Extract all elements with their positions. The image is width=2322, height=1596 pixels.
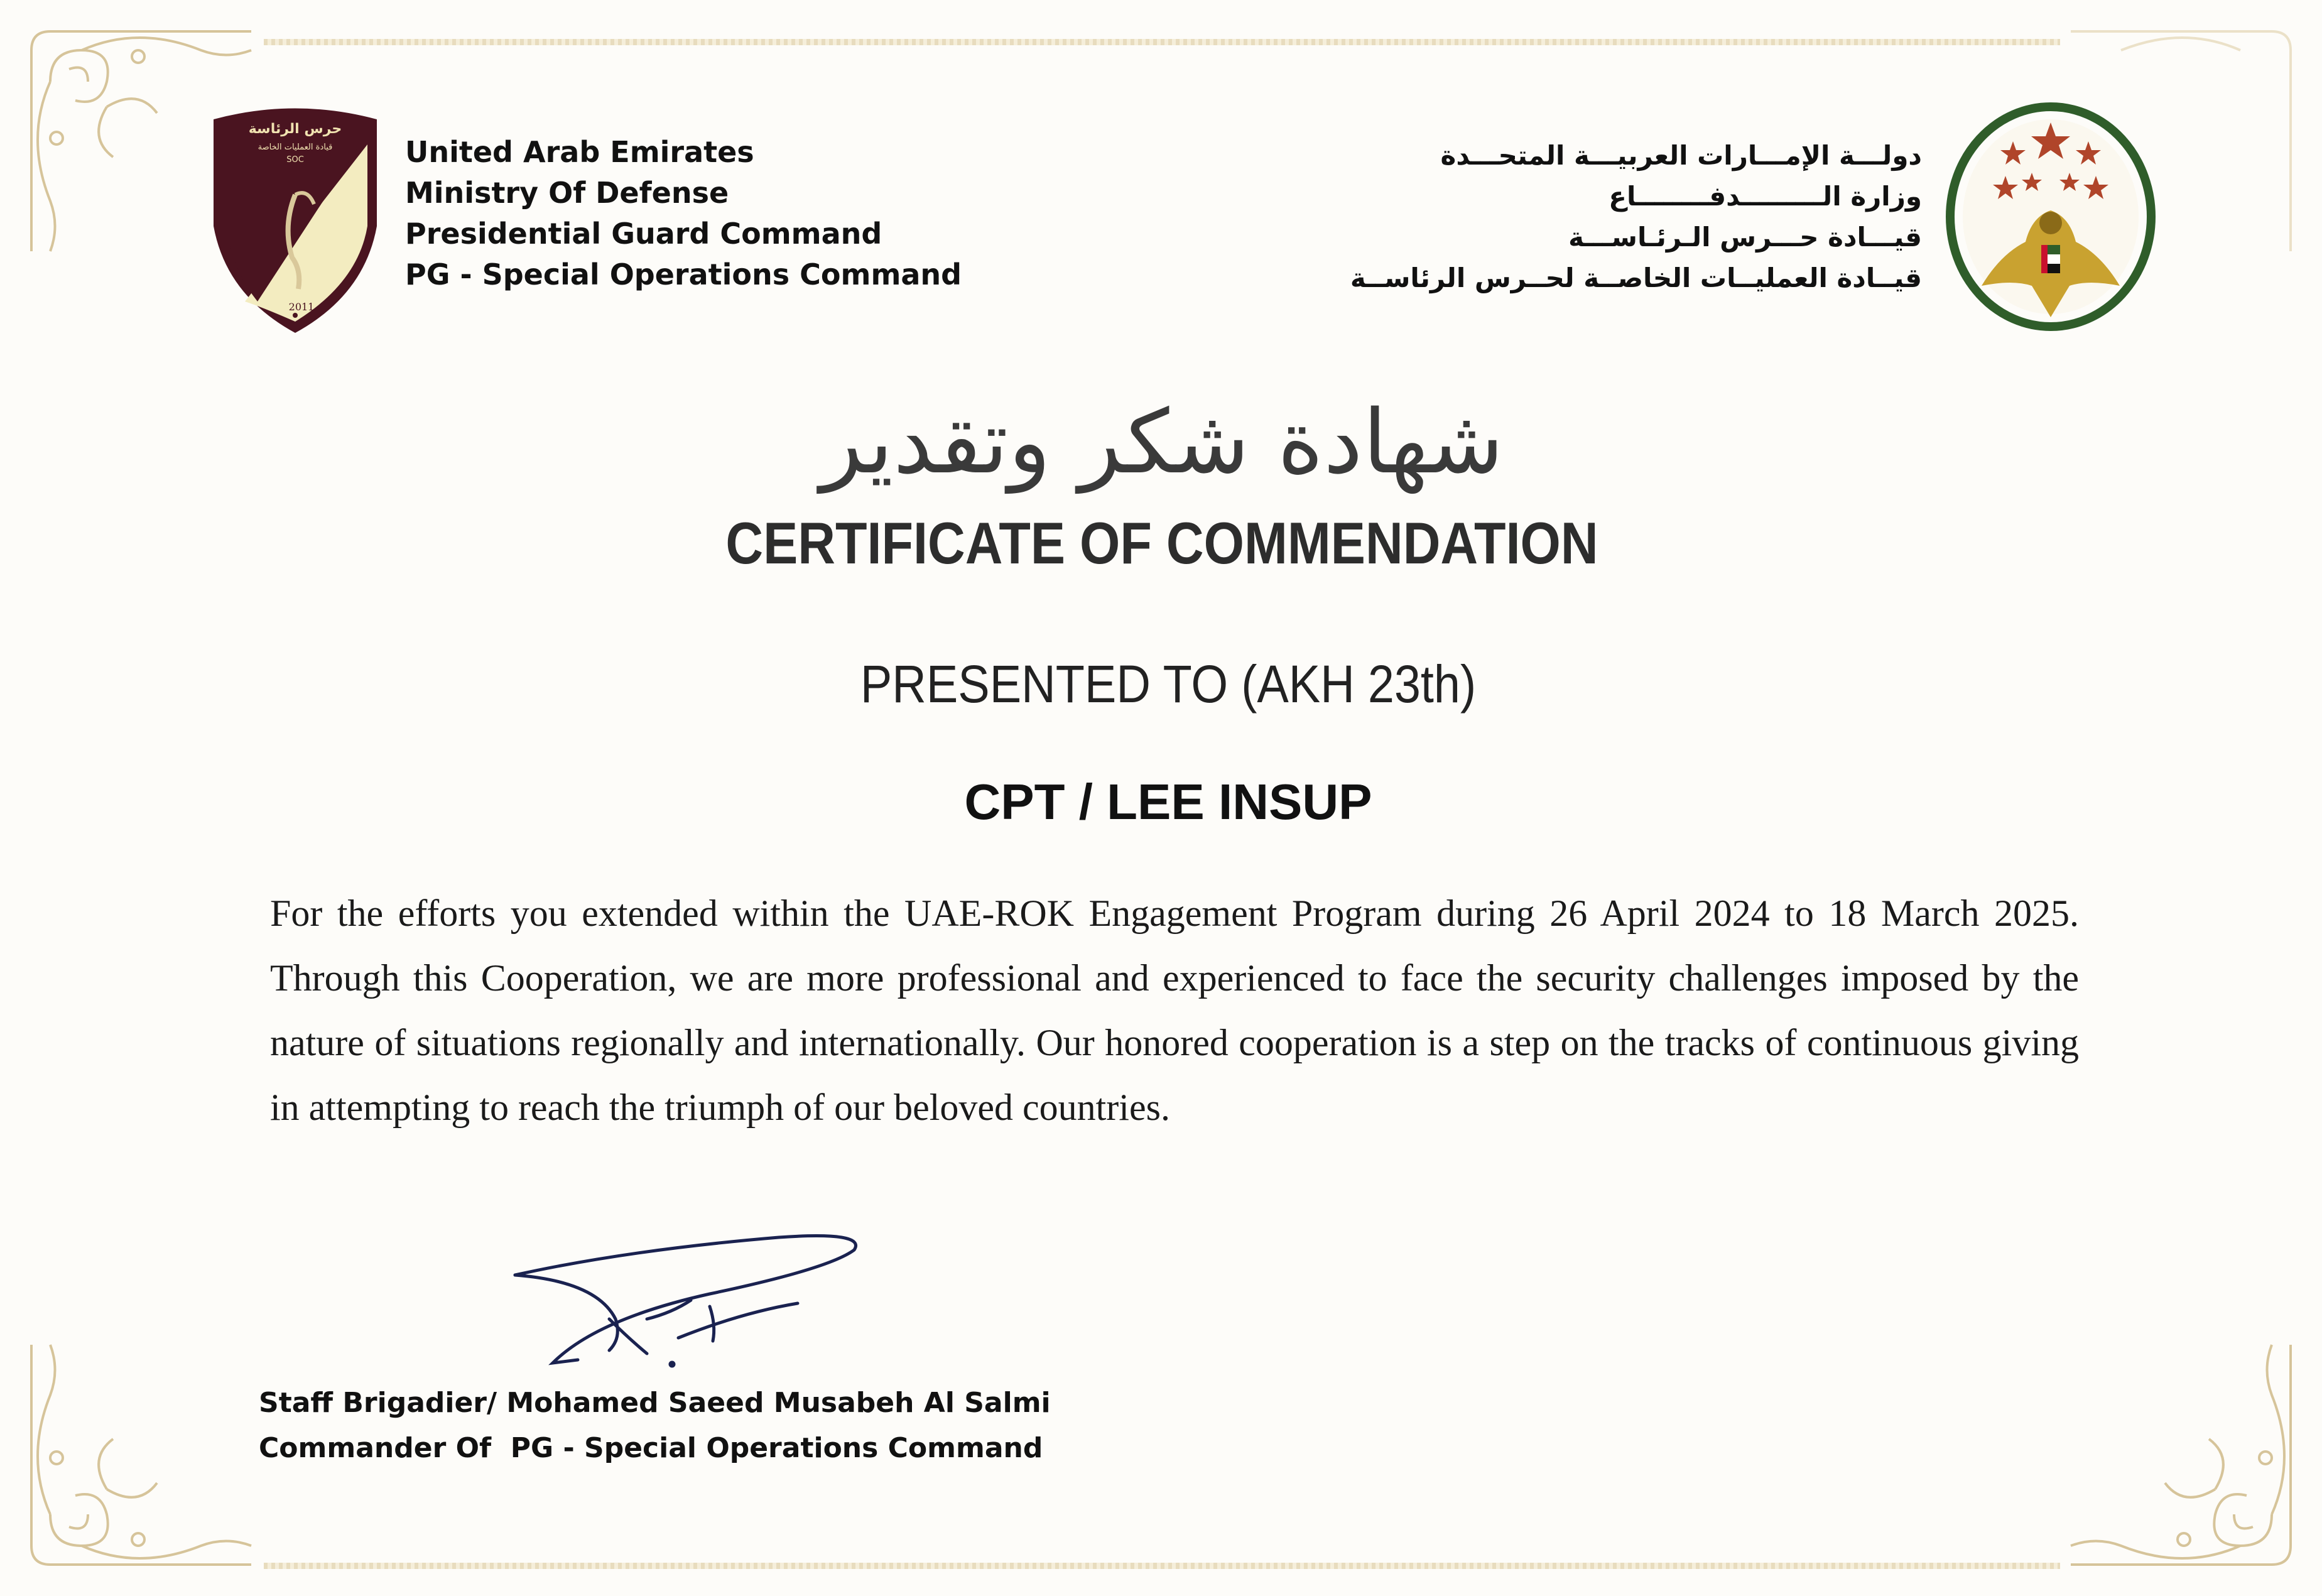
header-en-line-2: Ministry Of Defense <box>405 176 729 210</box>
header-en-line-1: United Arab Emirates <box>405 135 754 169</box>
commendation-body: For the efforts you extended within the UAE-ROK Engagement Program during 26 April 2024 to 18 March 2025. Through this Cooperation, we are more professional and experienced to face the security challenges imposed by the nature of situations regionally and internationally. Our honored cooperation is a step on the tracks of continuous giving in attempting to reach the triumph of our beloved countries. <box>270 893 2079 1128</box>
shield-subtitle-ar: قيادة العمليات الخاصة <box>258 143 333 152</box>
signature-icon <box>502 1225 892 1369</box>
header-ar-line-2: وزارة الـــــــــدفــــــــاع <box>1609 181 1922 212</box>
header-ar-line-3: قيـــادة حـــرس الـرئـاســـة <box>1568 222 1922 252</box>
header-ar <box>1350 135 1922 298</box>
bottom-right-ornament <box>2046 1320 2309 1583</box>
title-arabic: شهادة شكر وتقدير <box>820 391 1504 494</box>
header-en-line-3: Presidential Guard Command <box>405 217 882 251</box>
shield-title-ar: حرس الرئاسة <box>248 121 342 137</box>
header-ar-line-4: قيــادة العمليــات الخاصــة لحــرس الرئاســة <box>1350 263 1922 293</box>
signatory-name: Staff Brigadier/ Mohamed Saeed Musabeh Al Salmi <box>259 1387 1051 1419</box>
shield-year: 2011 <box>288 301 315 313</box>
header-en <box>405 132 1021 295</box>
bottom-left-ornament <box>13 1320 276 1583</box>
header-en-line-4: PG - Special Operations Command <box>405 258 962 291</box>
special-operations-shield-logo <box>207 100 383 339</box>
armed-forces-emblem-logo <box>1938 97 2164 342</box>
top-border <box>264 39 2060 45</box>
header-ar-line-1: دولـــة الإمـــارات العربيـــة المتحـــدة <box>1440 140 1922 171</box>
shield-abbr: SOC <box>286 155 304 165</box>
recipient-name: CPT / LEE INSUP <box>964 774 1372 830</box>
signatory-block <box>259 1381 1138 1471</box>
presented-to: PRESENTED TO (AKH 23th) <box>860 654 1477 714</box>
title-english: CERTIFICATE OF COMMENDATION <box>725 510 1598 576</box>
signatory-title: Commander Of PG - Special Operations Command <box>259 1432 1043 1464</box>
bottom-border <box>264 1563 2060 1569</box>
